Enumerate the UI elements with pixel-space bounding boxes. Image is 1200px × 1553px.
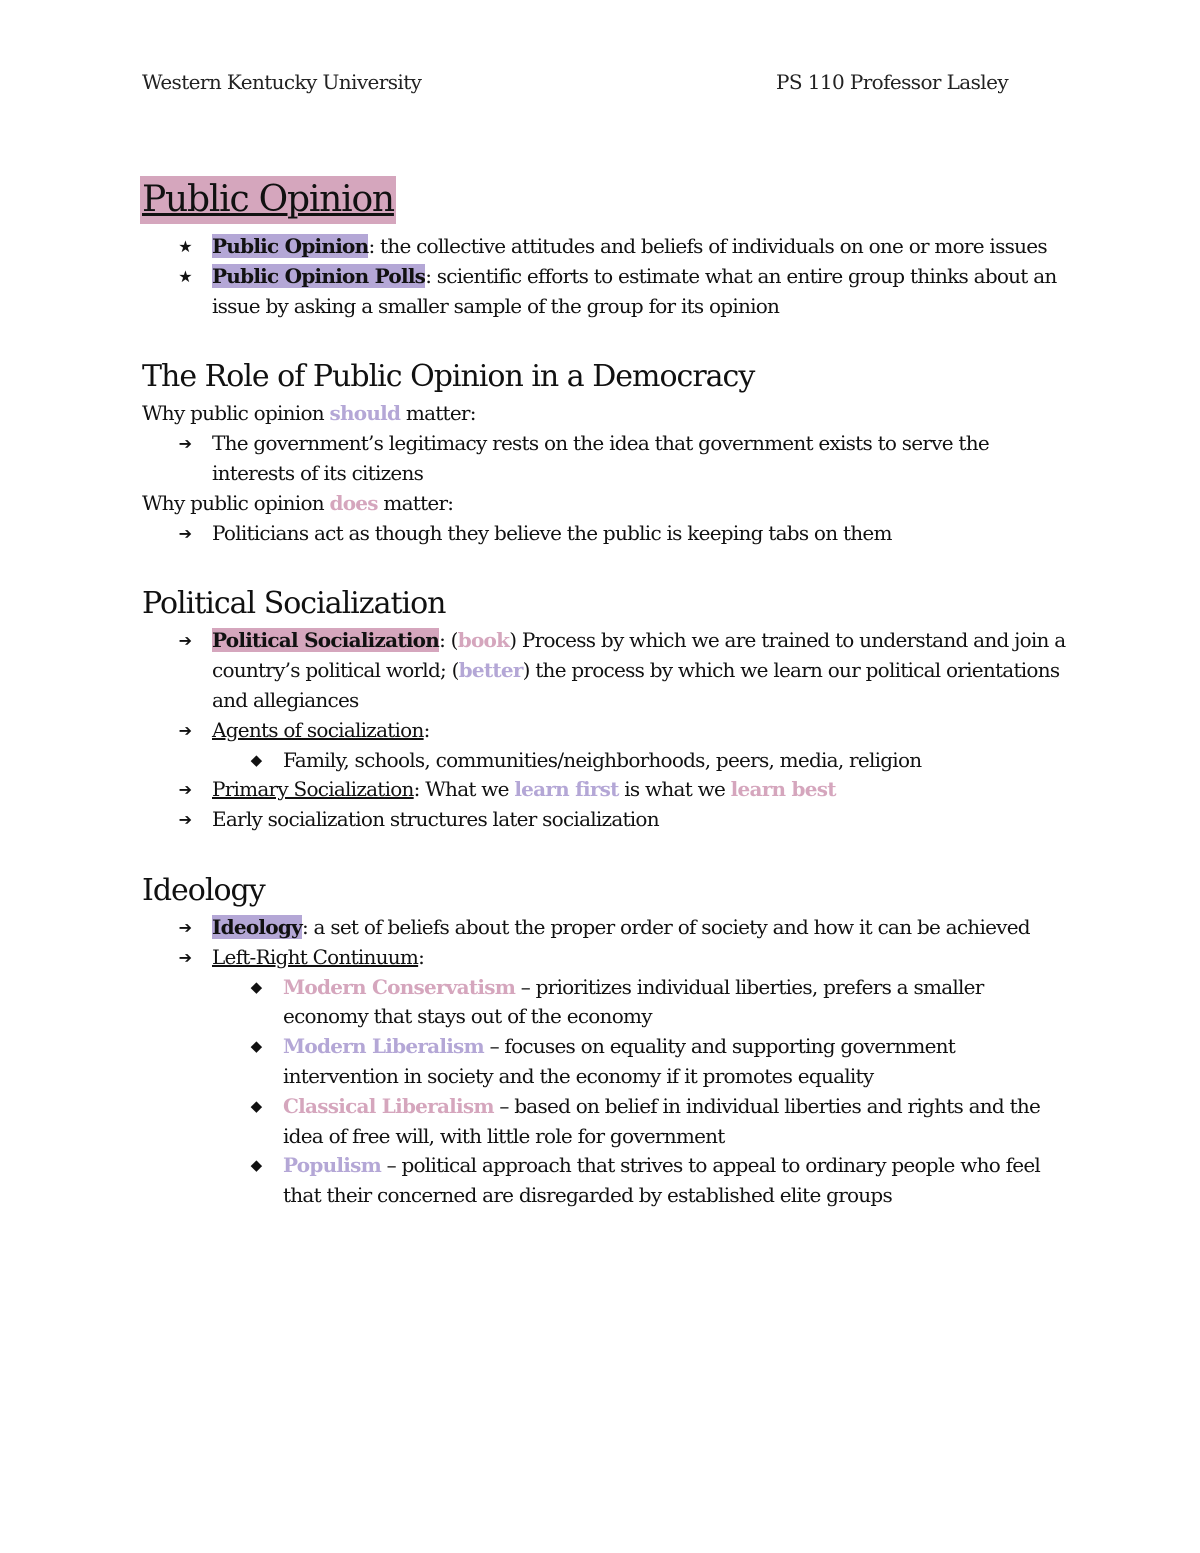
point-text: Early socialization structures later socialization xyxy=(212,807,659,832)
text: Why public opinion xyxy=(142,490,330,515)
does-list xyxy=(142,519,1072,549)
ideology-name: Classical Liberalism xyxy=(283,1093,494,1118)
emphasis-learn-first: learn first xyxy=(514,777,619,802)
text: is what we xyxy=(618,777,731,802)
list-item xyxy=(142,1151,1072,1211)
point-text: The government’s legitimacy rests on the idea that government exists to serve the interests of its citizens xyxy=(212,431,989,485)
list-item xyxy=(142,1032,1072,1092)
definitions-list xyxy=(142,232,1072,321)
ideology-name: Modern Conservatism xyxy=(283,974,516,999)
ideology-text: – focuses on equality and supporting government intervention in society and the economy if it promotes equality xyxy=(283,1034,956,1088)
ideology-list xyxy=(142,913,1072,1211)
list-item xyxy=(142,913,1072,943)
arrow-right-icon: ➔ xyxy=(178,947,192,967)
definition-text: : scientific efforts to estimate what an entire group thinks about an issue by asking a smaller sample of the group for its opinion xyxy=(212,263,1057,318)
list-item xyxy=(142,775,1072,805)
list-item xyxy=(142,973,1072,1033)
ideology-text: – prioritizes individual liberties, prefers a smaller economy that stays out of the economy xyxy=(283,974,984,1029)
diamond-icon: ◆ xyxy=(250,1096,262,1115)
text: : xyxy=(423,717,430,742)
underlined-label: Agents of socialization xyxy=(212,717,424,742)
emphasis-does: does xyxy=(329,490,378,515)
list-item xyxy=(142,232,1072,262)
arrow-right-icon: ➔ xyxy=(178,631,192,651)
text: matter: xyxy=(400,401,476,426)
ideology-name: Populism xyxy=(283,1153,381,1178)
point-text: Politicians act as though they believe the public is keeping tabs on them xyxy=(212,520,892,545)
term-highlight: Public Opinion xyxy=(212,234,369,258)
list-item xyxy=(142,519,1072,549)
term-highlight: Ideology xyxy=(212,914,302,939)
ideology-text: – political approach that strives to appeal to ordinary people who feel that their concerned are disregarded by established elite groups xyxy=(283,1153,1041,1208)
diamond-icon: ◆ xyxy=(250,1037,262,1056)
definition-text: : the collective attitudes and beliefs of individuals on one or more issues xyxy=(368,234,1047,258)
section-heading-role: The Role of Public Opinion in a Democracy xyxy=(142,359,755,395)
term-highlight: Public Opinion Polls xyxy=(212,263,426,288)
ideology-name: Modern Liberalism xyxy=(283,1034,484,1059)
text: matter: xyxy=(377,490,454,515)
star-icon: ★ xyxy=(178,266,192,286)
arrow-right-icon: ➔ xyxy=(178,523,192,543)
list-item xyxy=(142,1092,1072,1152)
list-item xyxy=(142,262,1072,322)
text: : What we xyxy=(413,777,515,802)
list-item xyxy=(142,626,1072,715)
emphasis-book: book xyxy=(457,628,510,653)
term-highlight: Political Socialization xyxy=(212,628,440,653)
arrow-right-icon: ➔ xyxy=(178,780,192,800)
arrow-right-icon: ➔ xyxy=(178,434,192,454)
list-item xyxy=(142,746,1072,776)
emphasis-learn-best: learn best xyxy=(730,777,836,802)
text: ) the process by which we learn our political orientations and allegiances xyxy=(212,658,1060,712)
diamond-icon: ◆ xyxy=(250,1156,262,1175)
list-item xyxy=(142,943,1072,973)
underlined-label: Left-Right Continuum xyxy=(212,944,419,969)
header-university: Western Kentucky University xyxy=(142,70,422,94)
ideology-text: – based on belief in individual liberties and rights and the idea of free will, with little role for government xyxy=(283,1093,1041,1148)
list-item xyxy=(142,429,1072,489)
list-item xyxy=(142,805,1072,835)
page-title: Public Opinion xyxy=(140,176,396,224)
point-text: Family, schools, communities/neighborhoods, peers, media, religion xyxy=(283,747,922,772)
does-line xyxy=(142,489,1072,519)
section-heading-ideology: Ideology xyxy=(142,872,265,908)
list-item xyxy=(142,716,1072,746)
section-heading-socialization: Political Socialization xyxy=(142,586,446,622)
underlined-label: Primary Socialization xyxy=(212,777,414,802)
should-list xyxy=(142,429,1072,489)
should-line xyxy=(142,399,1072,429)
diamond-icon: ◆ xyxy=(250,750,262,769)
diamond-icon: ◆ xyxy=(250,977,262,996)
emphasis-better: better xyxy=(458,658,523,683)
arrow-right-icon: ➔ xyxy=(178,720,192,740)
star-icon: ★ xyxy=(178,237,192,256)
text: ) Process by which we are trained to understand and join a country’s political world; ( xyxy=(212,628,1066,683)
document-body xyxy=(142,176,1072,1211)
socialization-list xyxy=(142,626,1072,835)
arrow-right-icon: ➔ xyxy=(178,917,192,937)
definition-text: : a set of beliefs about the proper order of society and how it can be achieved xyxy=(301,914,1030,939)
header-course: PS 110 Professor Lasley xyxy=(776,70,1009,94)
text: : xyxy=(418,944,425,969)
emphasis-should: should xyxy=(329,401,401,426)
text: : ( xyxy=(439,628,458,653)
arrow-right-icon: ➔ xyxy=(178,810,192,830)
text: Why public opinion xyxy=(142,401,330,426)
